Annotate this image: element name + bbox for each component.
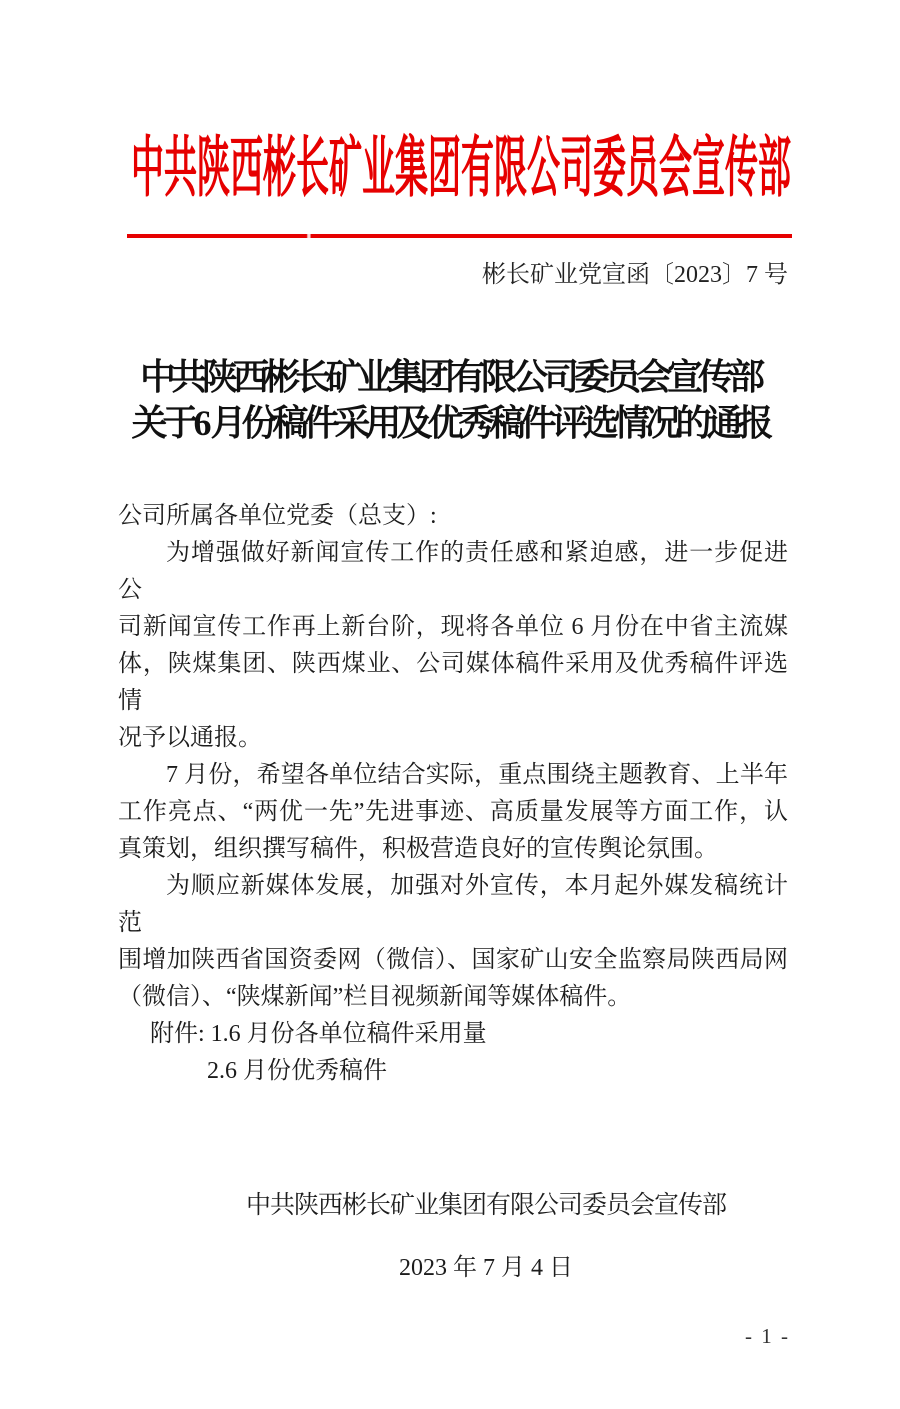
body-line: 围增加陕西省国资委网（微信）、国家矿山安全监察局陕西局网 xyxy=(118,947,788,973)
body-line: 工作亮点、“两优一先”先进事迹、高质量发展等方面工作，认 xyxy=(118,799,788,825)
body-line: 为顺应新媒体发展，加强对外宣传，本月起外媒发稿统计范 xyxy=(118,873,788,936)
document-page xyxy=(0,136,900,1409)
attachment-line: 附件: 1.6 月份各单位稿件采用量 xyxy=(150,1021,487,1047)
body-line: 况予以通报。 xyxy=(118,725,262,751)
body-line: 真策划，组织撰写稿件，积极营造良好的宣传舆论氛围。 xyxy=(118,836,718,862)
signature-date: 2023 年 7 月 4 日 xyxy=(399,1255,573,1281)
body-line: 体，陕煤集团、陕西煤业、公司媒体稿件采用及优秀稿件评选情 xyxy=(118,651,788,714)
body-line: 为增强做好新闻宣传工作的责任感和紧迫感，进一步促进公 xyxy=(118,540,788,603)
letterhead-divider xyxy=(127,234,792,238)
document-number: 彬长矿业党宣函〔2023〕7 号 xyxy=(482,262,788,288)
letterhead xyxy=(0,136,900,204)
salutation: 公司所属各单位党委（总支）: xyxy=(118,503,437,529)
body-line: 7 月份，希望各单位结合实际，重点围绕主题教育、上半年 xyxy=(166,762,788,788)
document-body xyxy=(118,498,788,1090)
letterhead-department: 中共陕西彬长矿业集团有限公司委员会宣传部 xyxy=(131,134,791,206)
page-number: - 1 - xyxy=(745,1324,790,1348)
body-line: （微信）、“陕煤新闻”栏目视频新闻等媒体稿件。 xyxy=(118,984,632,1010)
signature-block xyxy=(0,1185,900,1282)
attachment-line: 2.6 月份优秀稿件 xyxy=(207,1058,387,1084)
body-line: 司新闻宣传工作再上新台阶，现将各单位 6 月份在中省主流媒 xyxy=(118,614,788,640)
document-title xyxy=(0,354,900,446)
signature-department: 中共陕西彬长矿业集团有限公司委员会宣传部 xyxy=(245,1192,726,1219)
document-title-line1: 中共陕西彬长矿业集团有限公司委员会宣传部 xyxy=(139,357,760,397)
document-title-line2: 关于6 月份稿件采用及优秀稿件评选情况的通报 xyxy=(131,403,769,443)
